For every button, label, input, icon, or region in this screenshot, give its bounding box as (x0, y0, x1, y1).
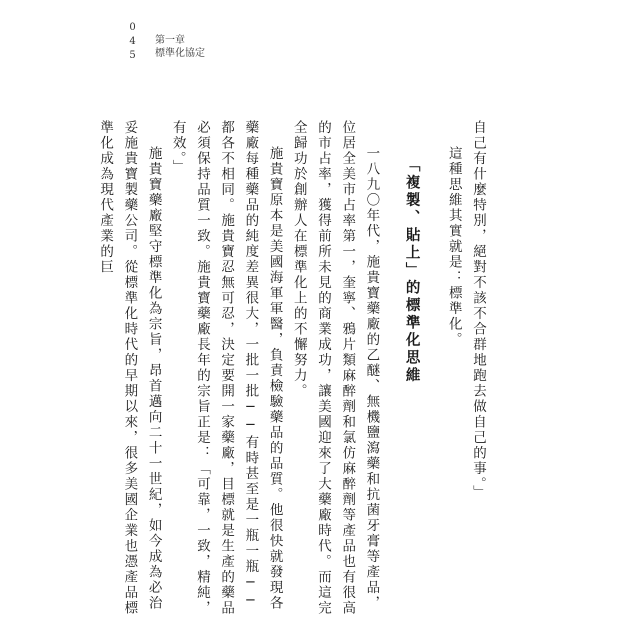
paragraph-1890s: 一八九〇年代，施貴寶藥廠的乙醚、無機鹽瀉藥和抗菌牙膏等產品，位居全美市占率第一，奎寧、鴉片類麻醉劑和氯仿麻醉劑等產品也有很高的市占率，獲得前所未見的商業成功，讓美國迎來了大藥廠時代。而這完全歸功於創辦人在標準化上的不懈努力。 (290, 120, 380, 616)
running-header (126, 22, 138, 64)
chapter-title: 第一章 (155, 35, 185, 46)
chapter-subtitle: 標準化協定 (155, 48, 205, 59)
paragraph-standardization-thought: 這種思維其實就是：標準化。 (445, 145, 462, 348)
paragraph-quote-end: 自己有什麼特別，絕對不該不合群地跑去做自己的事。」 (470, 120, 486, 501)
chapter-label (155, 34, 205, 60)
section-heading: 「複製、貼上」的標準化思維 (403, 156, 420, 385)
paragraph-squibb-navy: 施貴寶原本是美國海軍軍醫，負責檢驗藥品的品質。他很快就發現各藥廠每種藥品的純度差異很大，一批一批──有時甚至是一瓶一瓶──都各不相同。施貴寶忍無可忍，決定要開一家藥廠，目標就是生產的藥品必須保持品質一致。施貴寶藥廠長年的宗旨正是：「可靠，一致，精純，有效。」 (169, 120, 283, 616)
page-number: 045 (127, 22, 138, 64)
paragraph-squibb-today: 施貴寶藥廠堅守標準化為宗旨，昂首邁向二十一世紀，如今成為必治妥施貴寶製藥公司。從標準化時代的早期以來，很多美國企業也憑產品標準化成為現代產業的巨 (97, 120, 162, 616)
vertical-text-body (93, 120, 490, 620)
